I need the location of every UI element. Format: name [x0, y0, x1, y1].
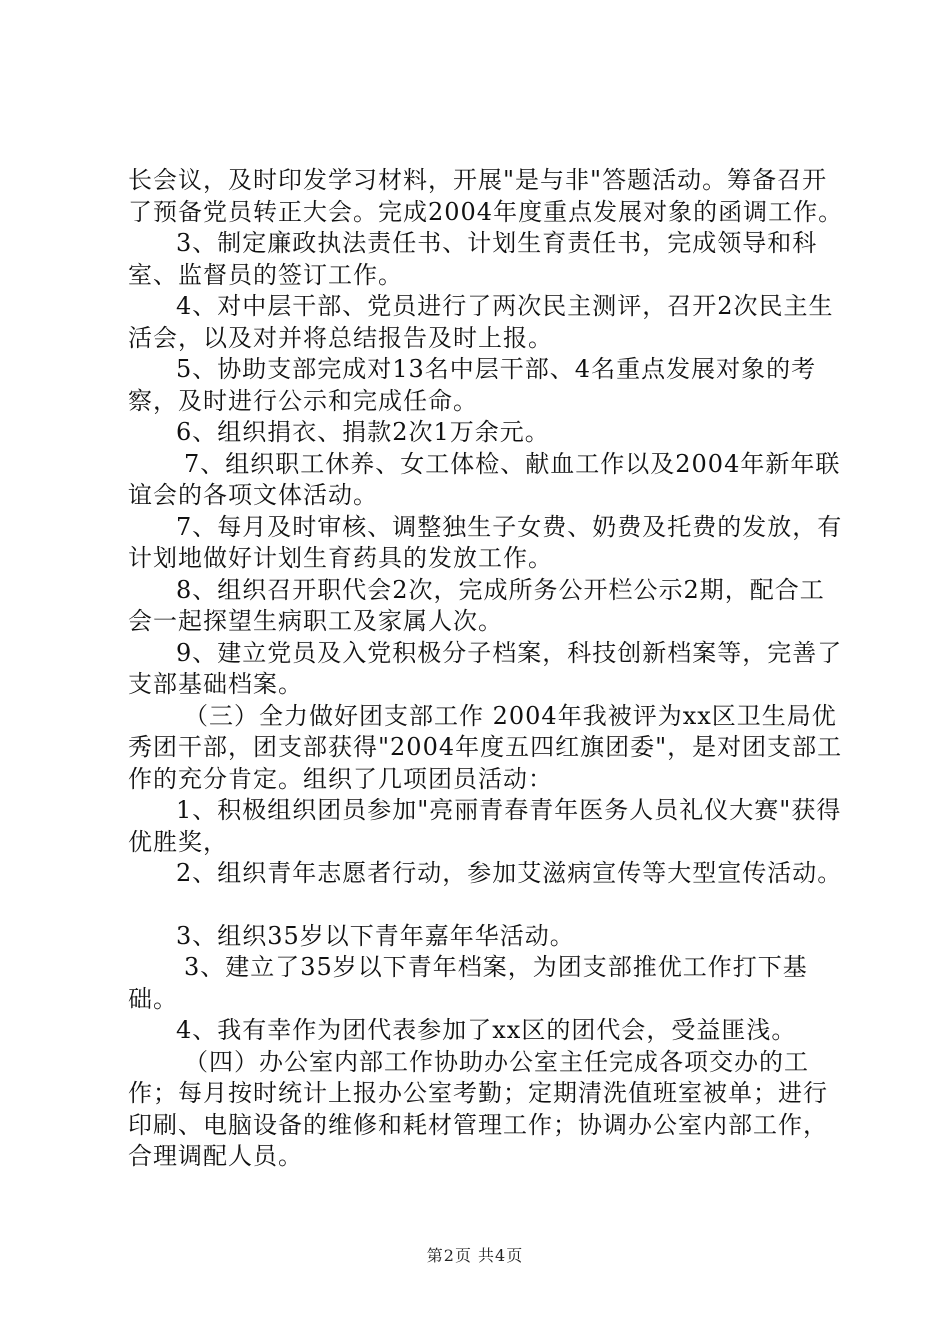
- paragraph-youth-item-3a: 3、组织35岁以下青年嘉年华活动。: [176, 921, 575, 950]
- paragraph-item-8-congress: 8、组织召开职代会2次，完成所务公开栏公示2期，配合工会一起探望生病职工及家属人次。: [128, 575, 825, 635]
- paragraph-youth-item-1: 1、积极组织团员参加"亮丽青春青年医务人员礼仪大赛"获得优胜奖，: [128, 796, 842, 856]
- paragraph-continuation: 长会议，及时印发学习材料，开展"是与非"答题活动。筹备召开了预备党员转正大会。完成2004年度重点发展对象的函调工作。: [128, 166, 844, 226]
- paragraph-item-7-fees: 7、每月及时审核、调整独生子女费、奶费及托费的发放，有计划地做好计划生育药具的发放工作。: [128, 512, 843, 572]
- paragraph-item-6-donation: 6、组织捐衣、捐款2次1万余元。: [176, 418, 550, 446]
- paragraph-youth-item-4: 4、我有幸作为团代表参加了xx区的团代会，受益匪浅。: [176, 1016, 797, 1044]
- paragraph-item-5-inspection: 5、协助支部完成对13名中层干部、4名重点发展对象的考察，及时进行公示和完成任命。: [128, 355, 817, 415]
- paragraph-item-4-evaluation: 4、对中层干部、党员进行了两次民主测评，召开2次民主生活会，以及对并将总结报告及时上报。: [128, 292, 834, 352]
- paragraph-section-3-youth-league: （三）全力做好团支部工作 2004年我被评为xx区卫生局优秀团干部，团支部获得"2004年度五四红旗团委"，是对团支部工作的充分肯定。组织了几项团员活动：: [128, 701, 843, 793]
- page-footer: 第2页 共4页: [426, 1246, 524, 1265]
- paragraph-youth-item-3b: 3、建立了35岁以下青年档案，为团支部推优工作打下基础。: [128, 953, 808, 1013]
- paragraph-item-9-archives: 9、建立党员及入党积极分子档案，科技创新档案等，完善了支部基础档案。: [128, 638, 843, 698]
- paragraph-item-7-activities: 7、组织职工休养、女工体检、献血工作以及2004年新年联谊会的各项文体活动。: [128, 449, 841, 509]
- paragraph-item-3-responsibility: 3、制定廉政执法责任书、计划生育责任书，完成领导和科室、监督员的签订工作。: [128, 229, 818, 289]
- document-body: [128, 165, 848, 1173]
- paragraph-section-4-office: （四）办公室内部工作协助办公室主任完成各项交办的工作；每月按时统计上报办公室考勤；定期清洗值班室被单；进行印刷、电脑设备的维修和耗材管理工作；协调办公室内部工作，合理调配人员。: [128, 1047, 828, 1170]
- blank-line: [128, 890, 848, 921]
- paragraph-youth-item-2: 2、组织青年志愿者行动，参加艾滋病宣传等大型宣传活动。: [176, 859, 843, 887]
